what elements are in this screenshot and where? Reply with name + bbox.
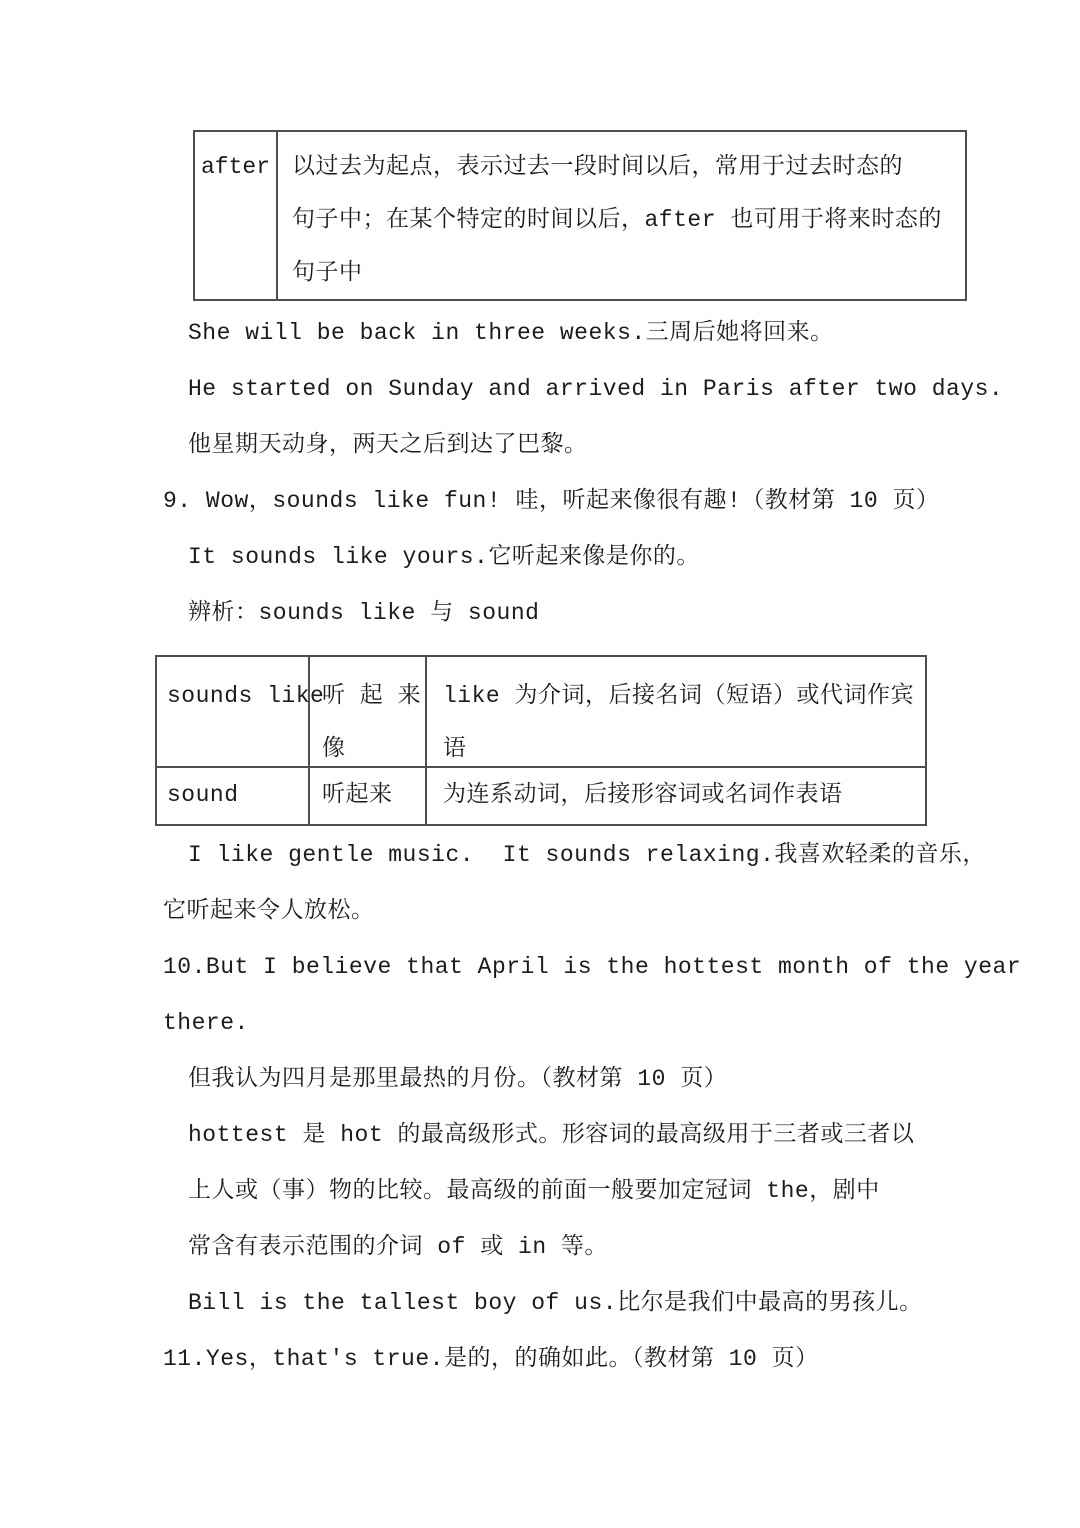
after-definition-line: 以过去为起点，表示过去一段时间以后，常用于过去时态的 [292, 154, 903, 180]
examples-and-item-9-block [163, 305, 1004, 641]
grammar-explanation-line: 上人或（事）物的比较。最高级的前面一般要加定冠词 the，剧中 [188, 1178, 880, 1204]
sound-term-cell [157, 768, 310, 824]
after-definition-line: 句子中；在某个特定的时间以后，after 也可用于将来时态的 [292, 207, 942, 233]
sound-meaning-line: 听起来 [322, 782, 393, 808]
discrimination-label: 辨析：sounds like 与 sound [188, 600, 540, 626]
grammar-explanation-line: hottest 是 hot 的最高级形式。形容词的最高级用于三者或三者以 [188, 1122, 915, 1148]
items-10-11-block [163, 827, 1022, 1387]
after-term-cell [195, 132, 278, 299]
after-term: after [200, 154, 270, 180]
item-11-heading: 11.Yes，that's true.是的，的确如此。（教材第 10 页） [163, 1346, 819, 1372]
example-sentence: Bill is the tallest boy of us.比尔是我们中最高的男孩儿。 [188, 1290, 923, 1316]
sound-meaning-cell [310, 768, 427, 824]
after-usage-table [193, 130, 967, 301]
sounds-like-usage-cell [427, 657, 925, 768]
item-10-heading: 10.But I believe that April is the hottest month of the year [163, 954, 1022, 980]
example-sentence: She will be back in three weeks.三周后她将回来。 [188, 320, 834, 346]
sounds-like-term-cell [157, 657, 325, 768]
sounds-like-term: sounds like [167, 683, 325, 709]
sounds-like-vs-sound-table [155, 655, 927, 826]
example-sentence-translation: 它听起来令人放松。 [163, 898, 375, 924]
example-sentence: It sounds like yours.它听起来像是你的。 [188, 544, 700, 570]
sound-usage-cell [427, 768, 925, 824]
sounds-like-usage-line: like 为介词，后接名词（短语）或代词作宾 [443, 683, 915, 709]
after-definition-line: 句子中 [292, 260, 363, 286]
sound-term: sound [167, 782, 239, 808]
item-10-translation: 但我认为四月是那里最热的月份。（教材第 10 页） [188, 1066, 728, 1092]
example-sentence: I like gentle music. It sounds relaxing.我喜欢轻柔的音乐， [188, 842, 986, 868]
grammar-explanation-line: 常含有表示范围的介词 of 或 in 等。 [188, 1234, 608, 1260]
sounds-like-meaning-line: 像 [322, 736, 346, 762]
sounds-like-meaning-cell [310, 657, 427, 768]
sounds-like-meaning-line: 听 起 来 [322, 683, 422, 709]
sound-usage-line: 为连系动词，后接形容词或名词作表语 [443, 782, 843, 808]
item-9-heading: 9. Wow，sounds like fun! 哇，听起来像很有趣!（教材第 10 页） [163, 488, 940, 514]
example-sentence: He started on Sunday and arrived in Paris after two days. [188, 376, 1004, 402]
after-definition-cell [278, 132, 965, 299]
example-sentence-translation: 他星期天动身，两天之后到达了巴黎。 [188, 432, 588, 458]
sounds-like-usage-line: 语 [443, 736, 467, 762]
item-10-heading-continued: there. [163, 1010, 249, 1036]
